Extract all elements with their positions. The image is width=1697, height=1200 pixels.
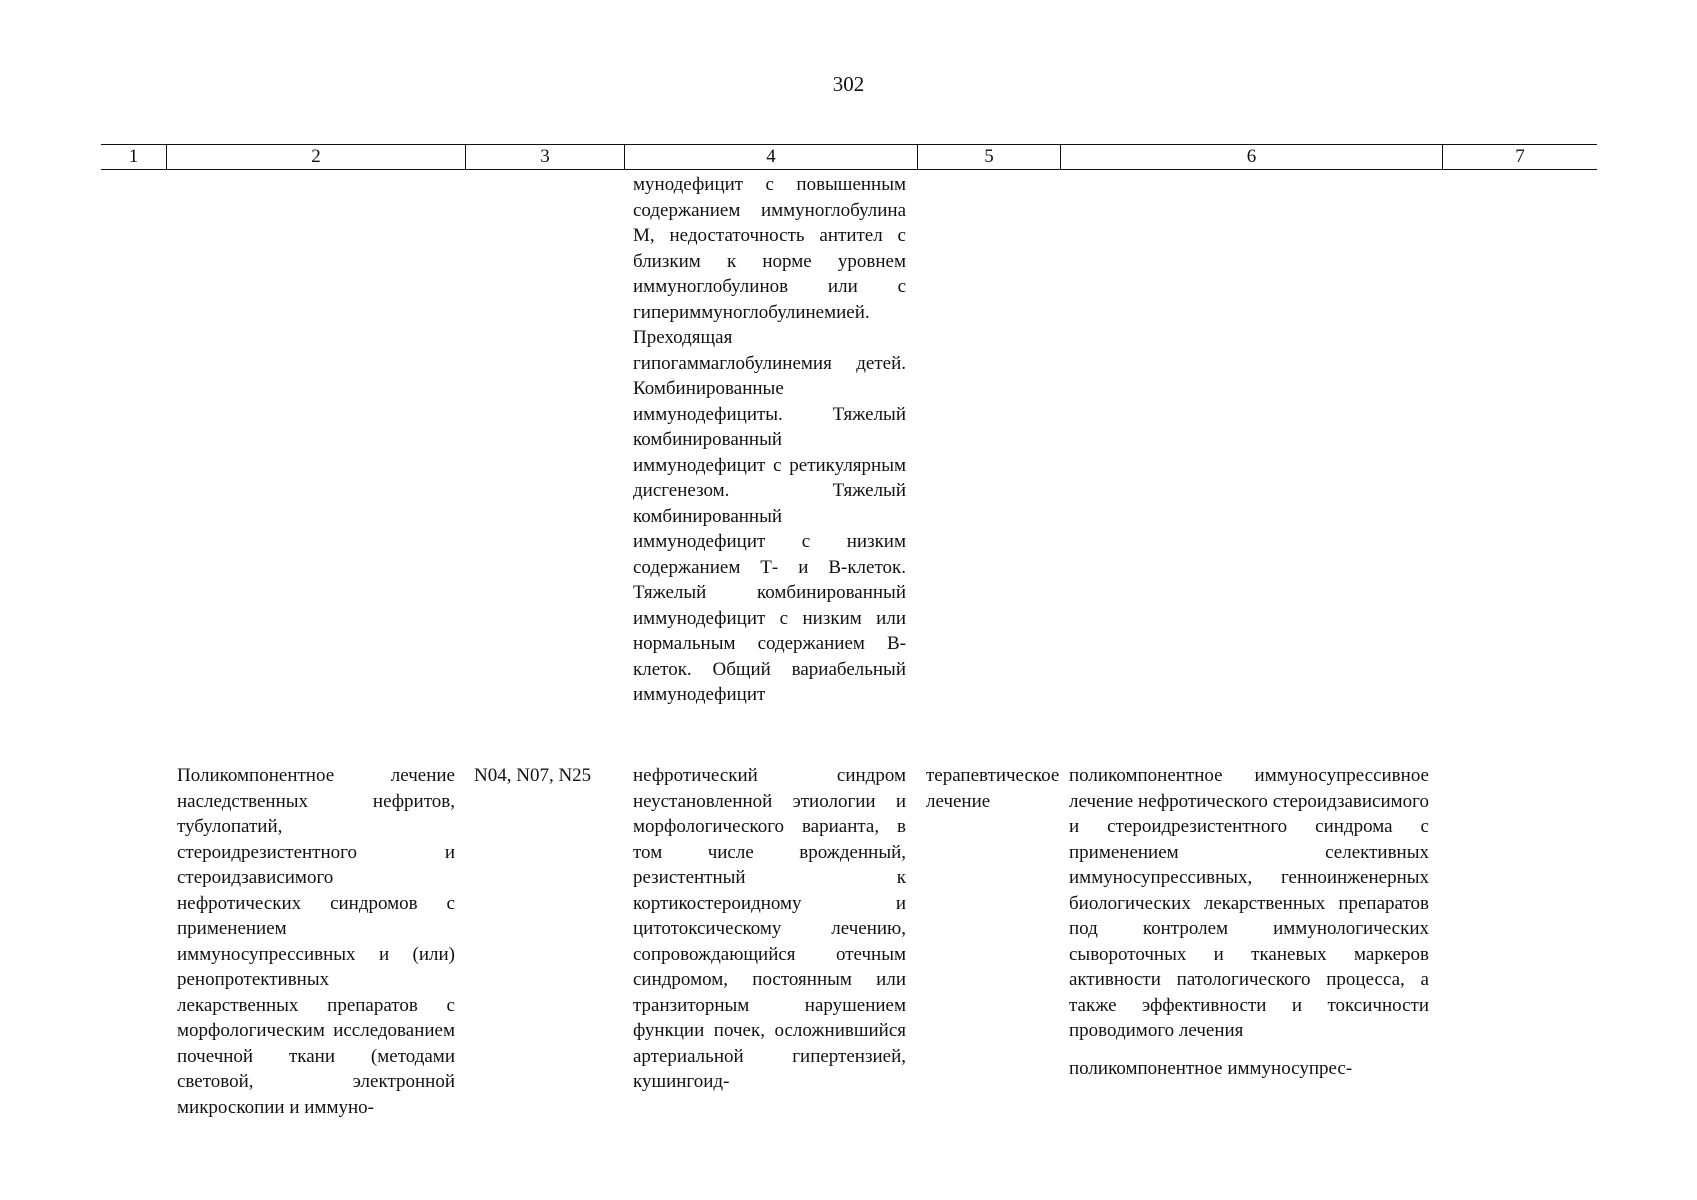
column-header-3: 3 — [465, 145, 624, 169]
cell-treatment-method-2: поликомпонентное иммуносупрес- — [1069, 1058, 1353, 1079]
cell-treatment-method-1: поликомпонентное иммуносупрессивное лечение нефротического стероидзависимого и стероидрезистентного синдрома с применением селективных иммуносупрессивных, генноинженерных биологических лекарственных препаратов под контролем иммунологических сывороточных и тканевых маркеров активности патологического процесса, а также эффективности и токсичности проводимого лечения — [1069, 765, 1429, 1041]
page-number: 302 — [832, 72, 865, 96]
table-header-row — [101, 144, 1597, 170]
column-header-6: 6 — [1060, 145, 1442, 169]
cell-icd-codes: N04, N07, N25 — [474, 765, 592, 786]
column-header-2: 2 — [166, 145, 465, 169]
column-header-1: 1 — [128, 146, 139, 167]
column-header-5: 5 — [917, 145, 1060, 169]
cell-procedure-name: Поликомпонентное лечение наследственных нефритов, тубулопатий, стероидрезистентного и стероидзависимого нефротических синдромов с применением иммуносупрессивных и (или) ренопротективных лекарственных препаратов с морфологическим исследованием почечной ткани (методами световой, электронной микроскопии и иммуно- — [177, 765, 455, 1118]
cell-diagnosis-description: нефротический синдром неустановленной этиологии и морфологического варианта, в том числе врожденный, резистентный к кортикостероидному и цитотоксическому лечению, сопровождающийся отечным синдромом, постоянным или транзиторным нарушением функции почек, осложнившийся артериальной гипертензией, кушингоид- — [633, 765, 906, 1092]
column-header-4: 4 — [624, 145, 917, 169]
cell-continuation-col4: мунодефицит с повышенным содержанием иммуноглобулина М, недостаточность антител с близким к норме уровнем иммуноглобулинов или с гипериммуноглобулинемией. Преходящая гипогаммаглобулинемия детей. Комбинированные иммунодефициты. Тяжелый комбинированный иммунодефицит с ретикулярным дисгенезом. Тяжелый комбинированный иммунодефицит с низким содержанием Т- и В-клеток. Тяжелый комбинированный иммунодефицит с низким или нормальным содержанием В-клеток. Общий вариабельный иммунодефицит — [633, 174, 906, 705]
column-header-7: 7 — [1442, 145, 1597, 169]
cell-treatment-type: терапевтическое лечение — [926, 765, 1060, 812]
